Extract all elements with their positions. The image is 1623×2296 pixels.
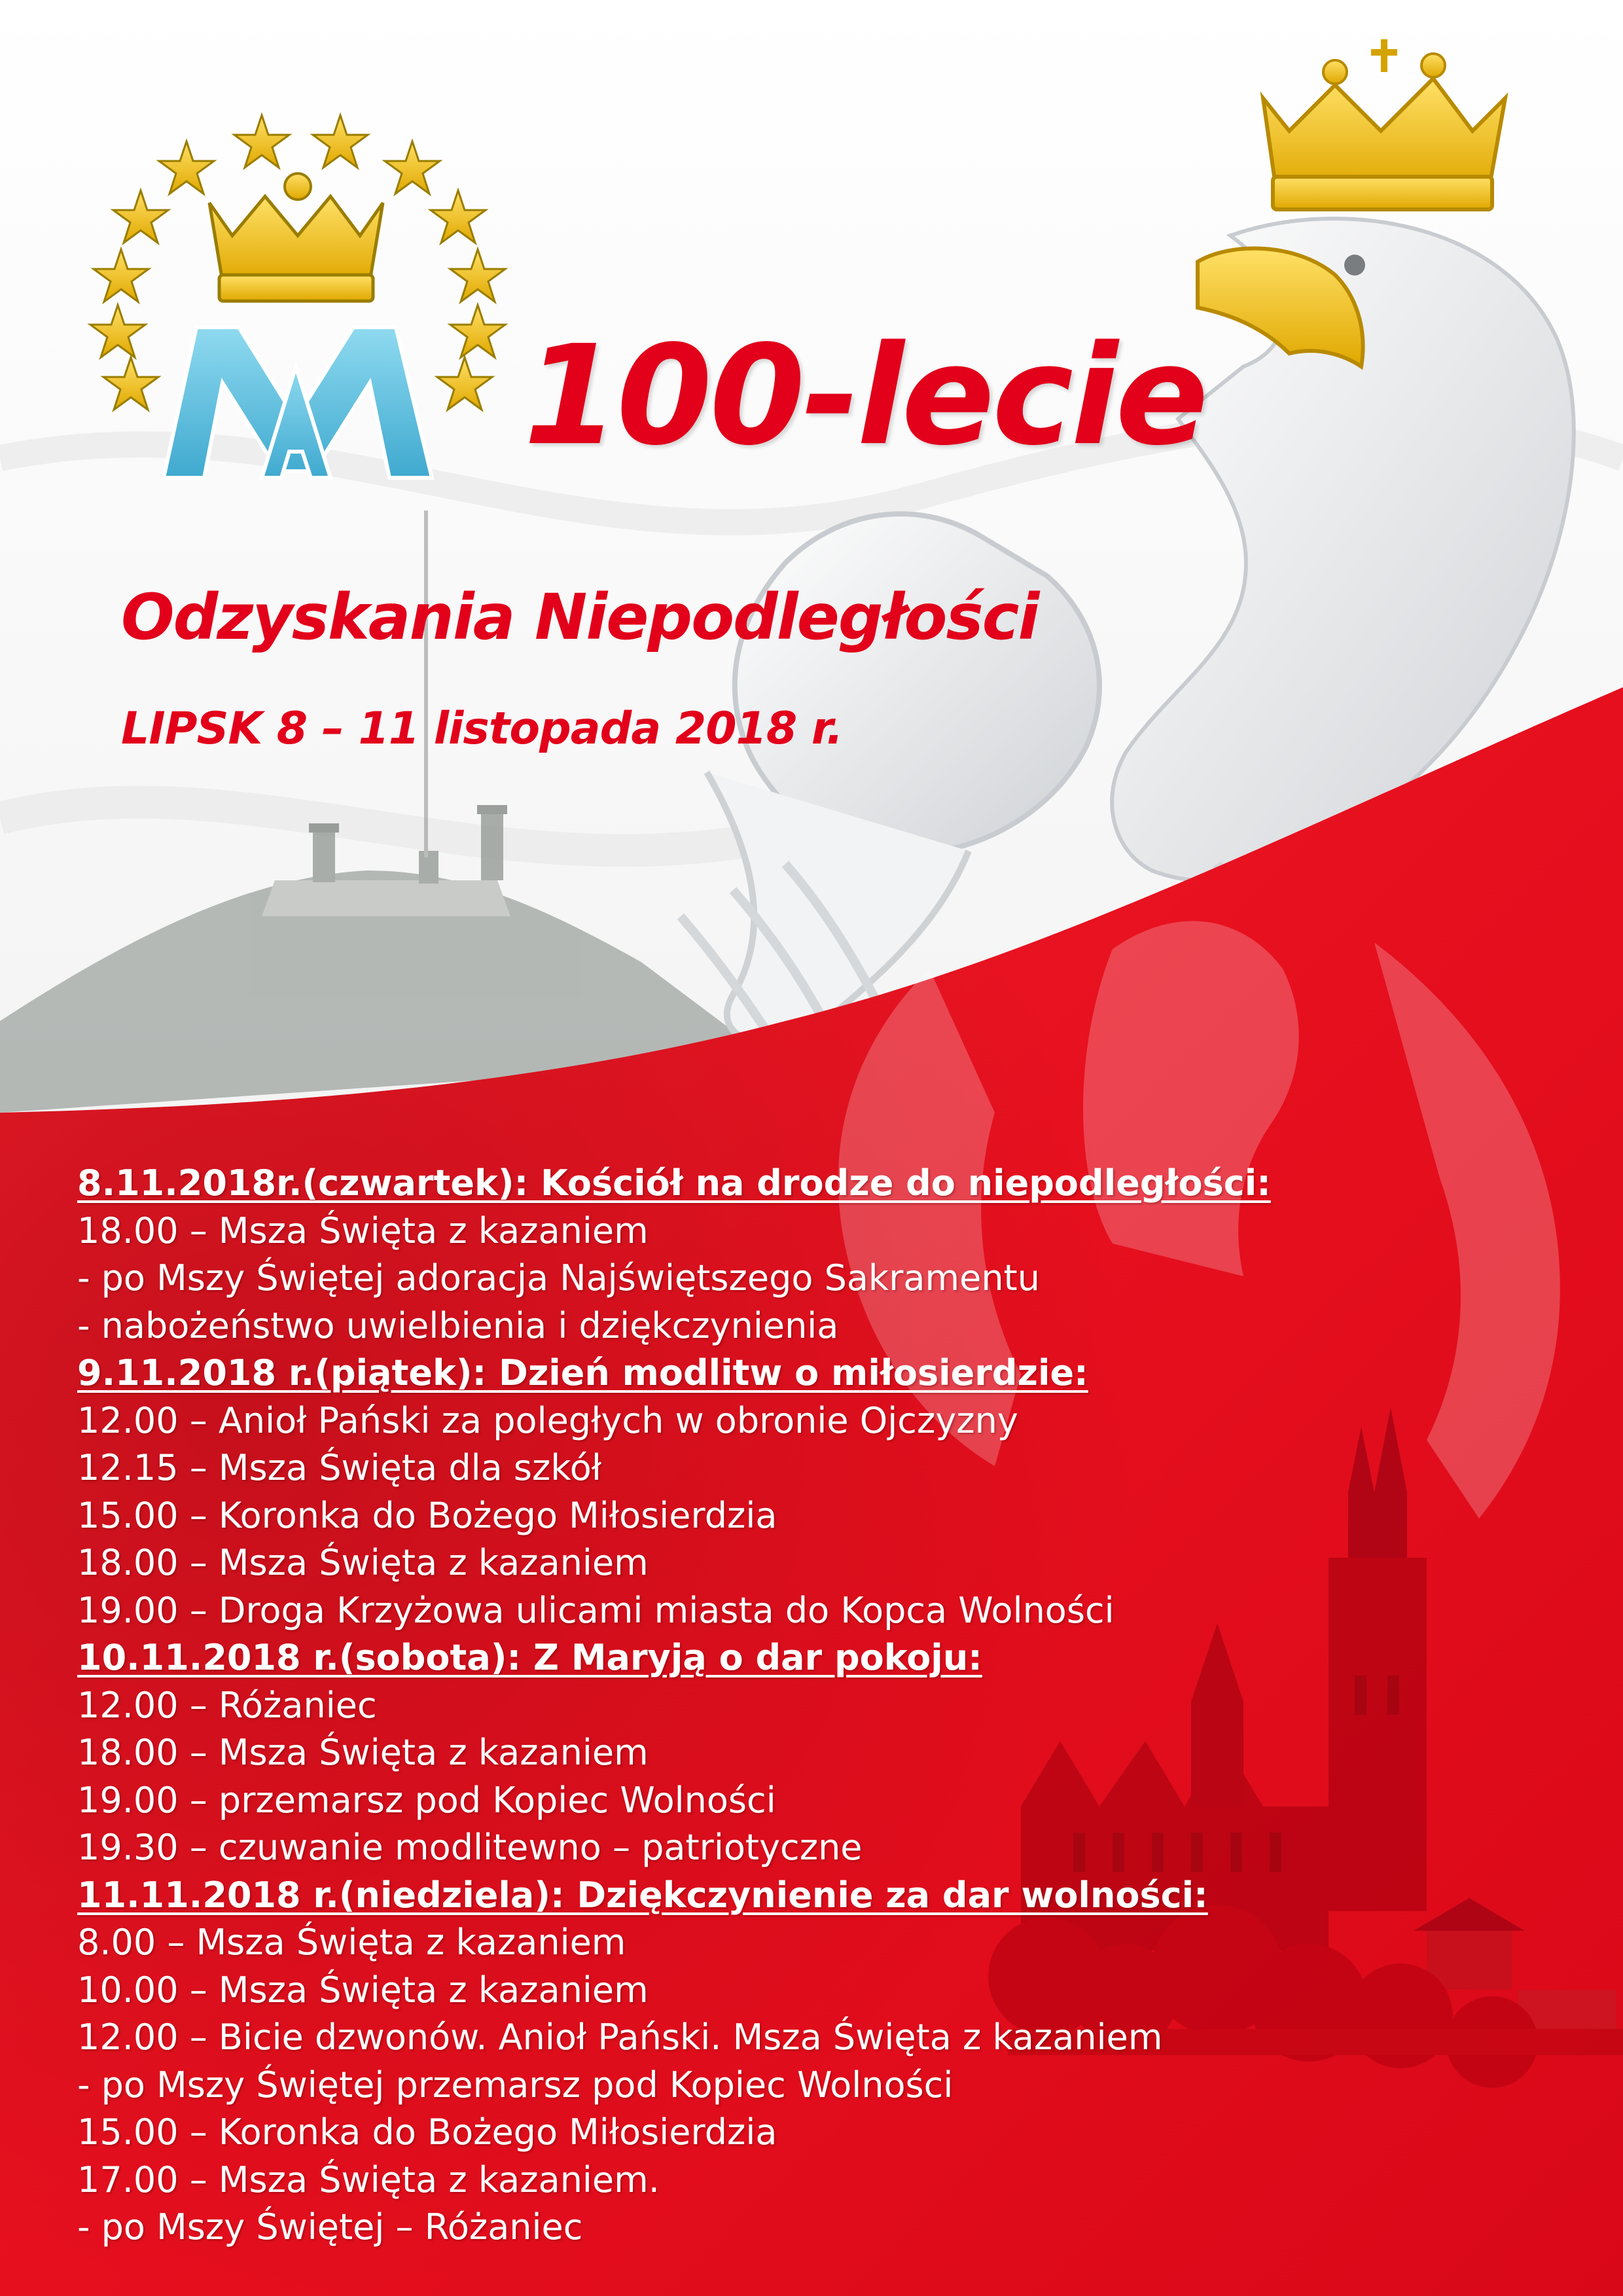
- event-line: 8.00 – Msza Święta z kazaniem: [77, 1922, 626, 1963]
- event-line: 18.00 – Msza Święta z kazaniem: [77, 1732, 649, 1773]
- event-line: 15.00 – Koronka do Bożego Miłosierdzia: [77, 1494, 777, 1536]
- event-line: 12.00 – Bicie dzwonów. Anioł Pański. Msza Święta z kazaniem: [77, 2017, 1163, 2058]
- event-line: 12.00 – Anioł Pański za poległych w obronie Ojczyzny: [77, 1399, 1018, 1441]
- day-block-1: [77, 1160, 1386, 1350]
- event-place-dates: LIPSK 8 – 11 listopada 2018 r.: [121, 703, 843, 755]
- event-line: - po Mszy Świętej – Różaniec: [77, 2206, 583, 2248]
- day-block-4: [77, 1872, 1386, 2251]
- event-line: 12.00 – Różaniec: [77, 1684, 377, 1726]
- poster-title: 100-lecie: [524, 315, 1206, 476]
- event-line: 12.15 – Msza Święta dla szkół: [77, 1447, 602, 1488]
- event-line: 18.00 – Msza Święta z kazaniem: [77, 1542, 649, 1583]
- poster-subtitle: Odzyskania Niepodległości: [121, 581, 1039, 654]
- event-line: 18.00 – Msza Święta z kazaniem: [77, 1210, 649, 1251]
- event-line: 15.00 – Koronka do Bożego Miłosierdzia: [77, 2111, 777, 2153]
- day-heading: 11.11.2018 r.(niedziela): Dziękczynienie za dar wolności:: [77, 1874, 1208, 1916]
- day-heading: 8.11.2018r.(czwartek): Kościół na drodze do niepodległości:: [77, 1162, 1271, 1204]
- day-block-2: [77, 1350, 1386, 1634]
- event-line: - po Mszy Świętej adoracja Najświętszego Sakramentu: [77, 1257, 1040, 1299]
- event-line: 19.30 – czuwanie modlitewno – patriotyczne: [77, 1827, 863, 1868]
- event-line: - nabożeństwo uwielbienia i dziękczynienia: [77, 1304, 839, 1346]
- event-line: 17.00 – Msza Święta z kazaniem.: [77, 2159, 660, 2200]
- event-line: 10.00 – Msza Święta z kazaniem: [77, 1969, 649, 2011]
- event-line: 19.00 – przemarsz pod Kopiec Wolności: [77, 1779, 776, 1821]
- event-line: 19.00 – Droga Krzyżowa ulicami miasta do Kopca Wolności: [77, 1589, 1115, 1631]
- day-heading: 9.11.2018 r.(piątek): Dzień modlitw o miłosierdzie:: [77, 1352, 1088, 1393]
- program-schedule: [77, 1160, 1386, 2251]
- day-heading: 10.11.2018 r.(sobota): Z Maryją o dar pokoju:: [77, 1637, 982, 1678]
- day-block-3: [77, 1634, 1386, 1872]
- event-line: - po Mszy Świętej przemarsz pod Kopiec Wolności: [77, 2064, 954, 2106]
